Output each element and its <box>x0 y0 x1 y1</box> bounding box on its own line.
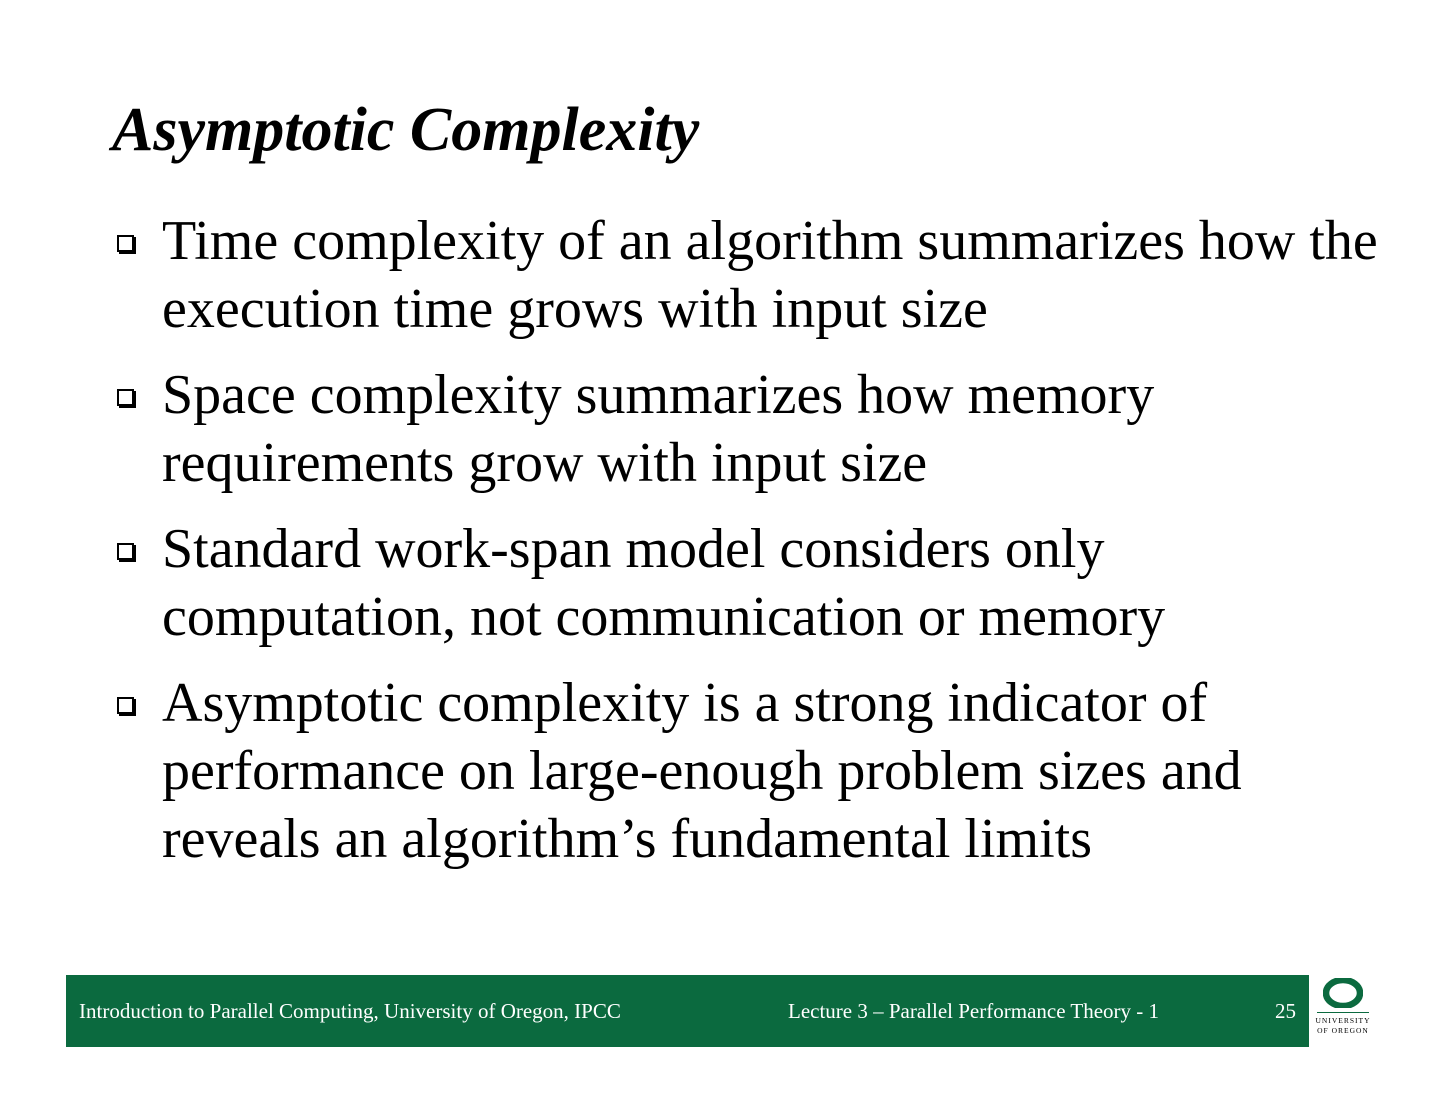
footer-course: Introduction to Parallel Computing, University of Oregon, IPCC <box>79 999 621 1023</box>
checkbox-bullet-icon <box>117 543 134 560</box>
footer-lecture: Lecture 3 – Parallel Performance Theory - 1 <box>788 999 1160 1023</box>
checkbox-bullet-icon <box>117 697 134 714</box>
bullet-item <box>112 515 1402 651</box>
slide-title: Asymptotic Complexity <box>112 96 700 164</box>
bullet-text: Time complexity of an algorithm summarizes how the execution time grows with input size <box>162 210 1378 340</box>
logo-divider <box>1317 1012 1369 1013</box>
bullet-text: Standard work-span model considers only computation, not communication or memory <box>162 518 1166 648</box>
bullet-item <box>112 207 1402 343</box>
checkbox-bullet-icon <box>117 235 134 252</box>
bullet-list <box>112 207 1402 891</box>
oregon-o-icon <box>1323 978 1363 1008</box>
checkbox-bullet-icon <box>117 389 134 406</box>
logo-text-university: UNIVERSITY <box>1315 1016 1371 1025</box>
logo-text-of-oregon: OF OREGON <box>1317 1026 1369 1035</box>
bullet-text: Space complexity summarizes how memory requirements grow with input size <box>162 364 1155 494</box>
bullet-item <box>112 361 1402 497</box>
footer-bar <box>66 975 1309 1047</box>
bullet-item <box>112 669 1402 873</box>
page-number: 25 <box>1275 999 1296 1023</box>
bullet-text: Asymptotic complexity is a strong indicator of performance on large-enough problem sizes and reveals an algorithm’s fundamental limits <box>162 672 1242 870</box>
university-logo <box>1313 978 1373 1048</box>
